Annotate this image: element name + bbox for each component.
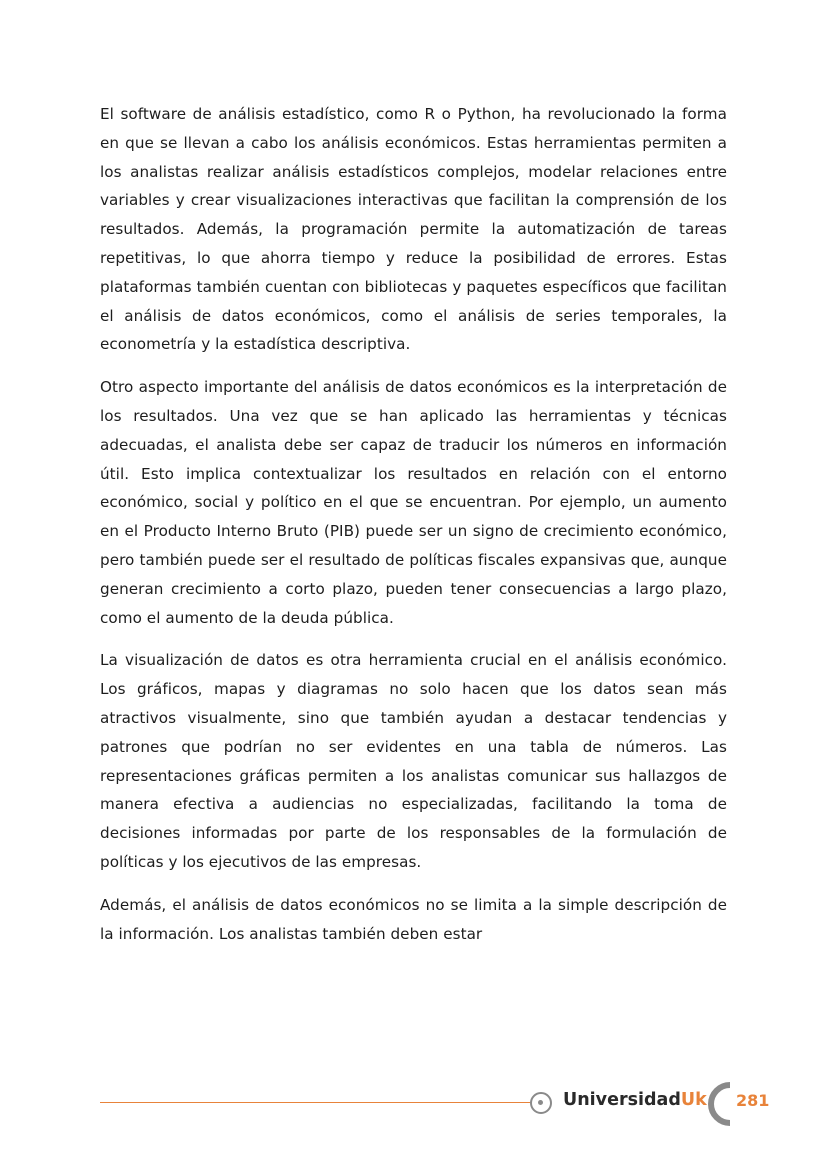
body-paragraph: Además, el análisis de datos económicos no se limita a la simple descripción de la información. Los analistas también deben estar [100, 895, 727, 943]
page-footer [100, 1080, 780, 1130]
circle-logo-icon [530, 1092, 552, 1114]
body-paragraph: El software de análisis estadístico, como R o Python, ha revolucionado la forma en que se llevan a cabo los análisis económicos. Estas herramientas permiten a los analistas realizar análisis estadísticos complejos, modelar relaciones entre variables y crear visualizaciones interactivas que facilitan la comprensión de los resultados. Además, la programación permite la automatización de tareas repetitivas, lo que ahorra tiempo y reduce la posibilidad de errores. Estas plataformas también cuentan con bibliotecas y paquetes específicos que facilitan el análisis de datos económicos, como el análisis de series temporales, la econometría y la estadística descriptiva. [100, 105, 727, 354]
footer-brand-accent: Uk [680, 1090, 707, 1110]
page-number: 281 [736, 1091, 770, 1110]
page-body [100, 100, 727, 962]
footer-divider-line [100, 1102, 532, 1103]
body-paragraph: La visualización de datos es otra herramienta crucial en el análisis económico. Los gráficos, mapas y diagramas no solo hacen que los datos sean más atractivos visualmente, sino que también ayudan a destacar tendencias y patrones que podrían no ser evidentes en una tabla de números. Las representaciones gráficas permiten a los analistas comunicar sus hallazgos de manera efectiva a audiencias no especializadas, facilitando la toma de decisiones informadas por parte de los responsables de la formulación de políticas y los ejecutivos de las empresas. [100, 651, 727, 871]
body-paragraph: Otro aspecto importante del análisis de datos económicos es la interpretación de los resultados. Una vez que se han aplicado las herramientas y técnicas adecuadas, el analista debe ser capaz de traducir los números en información útil. Esto implica contextualizar los resultados en relación con el entorno económico, social y político en el que se encuentran. Por ejemplo, un aumento en el Producto Interno Bruto (PIB) puede ser un signo de crecimiento económico, pero también puede ser el resultado de políticas fiscales expansivas que, aunque generan crecimiento a corto plazo, pueden tener consecuencias a largo plazo, como el aumento de la deuda pública. [100, 378, 727, 627]
circle-logo-dot [538, 1100, 543, 1105]
footer-brand [563, 1090, 707, 1110]
footer-brand-main: Universidad [563, 1090, 681, 1110]
